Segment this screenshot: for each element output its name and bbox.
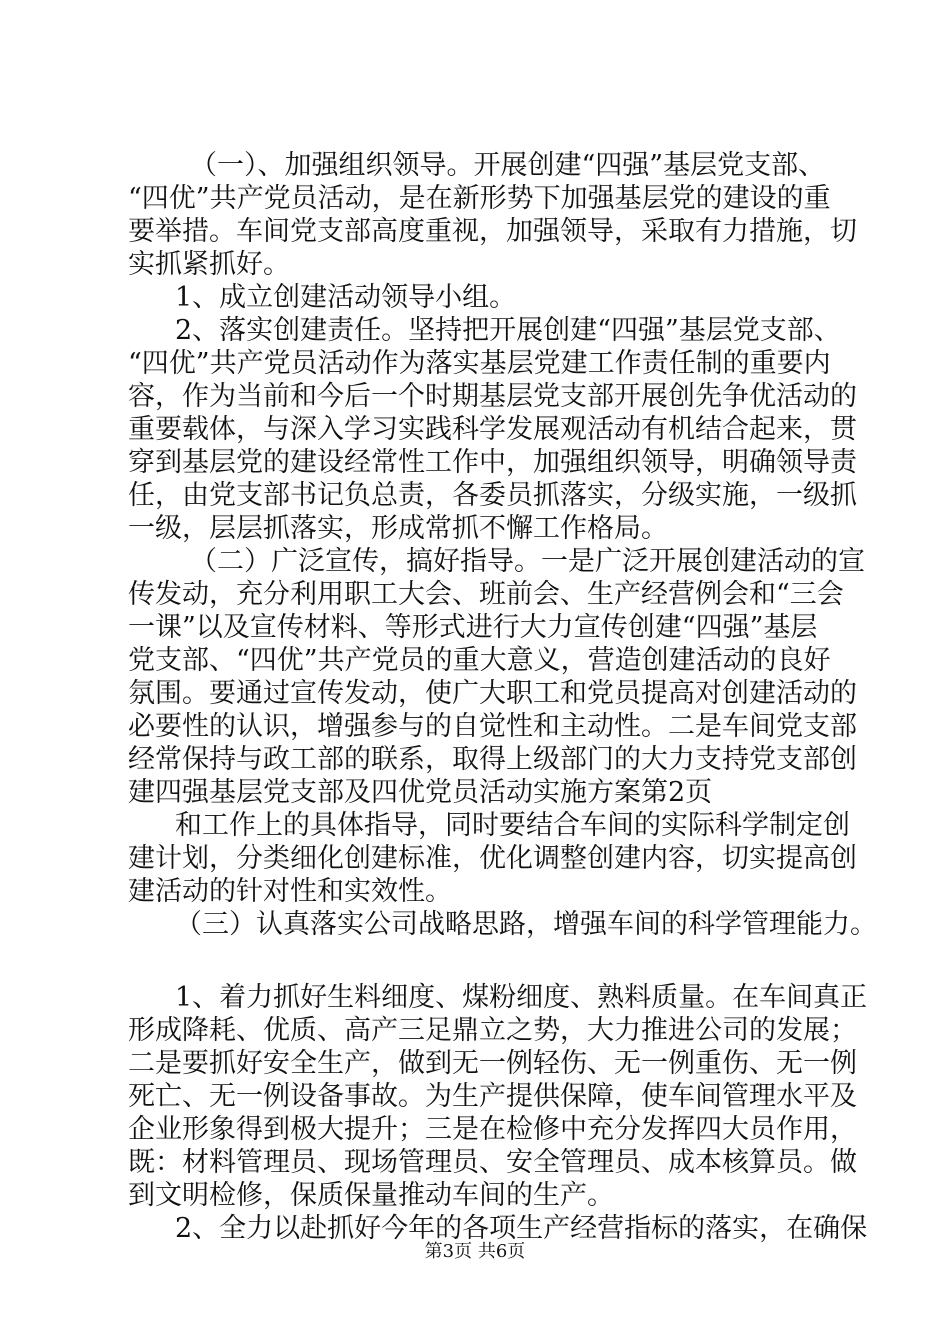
text-line: （一）、加强组织领导。开展创建“四强”基层党支部、 bbox=[190, 150, 826, 181]
text-line: 既：材料管理员、现场管理员、安全管理员、成本核算员。做 bbox=[128, 1147, 857, 1178]
text-line: 建四强基层党支部及四优党员活动实施方案第2页 bbox=[128, 777, 713, 808]
text-line: 氛围。要通过宣传发动，使广大职工和党员提高对创建活动的 bbox=[128, 678, 857, 709]
text-line: 经常保持与政工部的联系，取得上级部门的大力支持党支部创 bbox=[128, 744, 857, 775]
text-line: “四优”共产党员活动，是在新形势下加强基层党的建设的重 bbox=[128, 183, 831, 214]
text-line: 穿到基层党的建设经常性工作中，加强组织领导，明确领导责 bbox=[128, 447, 857, 478]
text-line: 一课”以及宣传材料、等形式进行大力宣传创建“四强”基层 bbox=[128, 612, 818, 643]
text-line: 和工作上的具体指导，同时要结合车间的实际科学制定创 bbox=[175, 810, 850, 841]
text-line: 要举措。车间党支部高度重视，加强领导，采取有力措施，切 bbox=[128, 216, 857, 247]
text-line: 死亡、无一例设备事故。为生产提供保障，使车间管理水平及 bbox=[128, 1081, 857, 1112]
text-line: 重要载体，与深入学习实践科学发展观活动有机结合起来，贯 bbox=[128, 414, 857, 445]
text-line: 企业形象得到极大提升；三是在检修中充分发挥四大员作用， bbox=[128, 1114, 857, 1145]
text-line: 建计划，分类细化创建标准，优化调整创建内容，切实提高创 bbox=[128, 843, 857, 874]
text-line: 任，由党支部书记负总责，各委员抓落实，分级实施，一级抓 bbox=[128, 480, 857, 511]
page-footer: 第3页 共6页 bbox=[424, 1241, 526, 1262]
text-line: 实抓紧抓好。 bbox=[128, 249, 290, 280]
text-line: “四优”共产党员活动作为落实基层党建工作责任制的重要内 bbox=[128, 348, 831, 379]
text-line: 党支部、“四优”共产党员的重大意义，营造创建活动的良好 bbox=[128, 645, 831, 676]
text-line: （二）广泛宣传，搞好指导。一是广泛开展创建活动的宣 bbox=[190, 546, 865, 577]
text-line: 形成降耗、优质、高产三足鼎立之势，大力推进公司的发展； bbox=[128, 1015, 857, 1046]
text-line: 一级，层层抓落实，形成常抓不懈工作格局。 bbox=[128, 513, 668, 544]
text-line: 二是要抓好安全生产，做到无一例轻伤、无一例重伤、无一例 bbox=[128, 1048, 857, 1079]
text-line: （三）认真落实公司战略思路，增强车间的科学管理能力。 bbox=[175, 909, 877, 940]
text-line: 1、成立创建活动领导小组。 bbox=[175, 282, 517, 313]
text-line: 传发动，充分利用职工大会、班前会、生产经营例会和“三会 bbox=[128, 579, 844, 610]
text-line: 2、落实创建责任。坚持把开展创建“四强”基层党支部、 bbox=[175, 315, 841, 346]
text-line: 容，作为当前和今后一个时期基层党支部开展创先争优活动的 bbox=[128, 381, 857, 412]
text-line: 建活动的针对性和实效性。 bbox=[128, 876, 452, 907]
text-line: 到文明检修，保质保量推动车间的生产。 bbox=[128, 1180, 614, 1211]
text-line: 1、着力抓好生料细度、煤粉细度、熟料质量。在车间真正 bbox=[175, 982, 868, 1013]
text-line: 必要性的认识，增强参与的自觉性和主动性。二是车间党支部 bbox=[128, 711, 857, 742]
text-line: 2、全力以赴抓好今年的各项生产经营指标的落实，在确保 bbox=[175, 1213, 868, 1244]
